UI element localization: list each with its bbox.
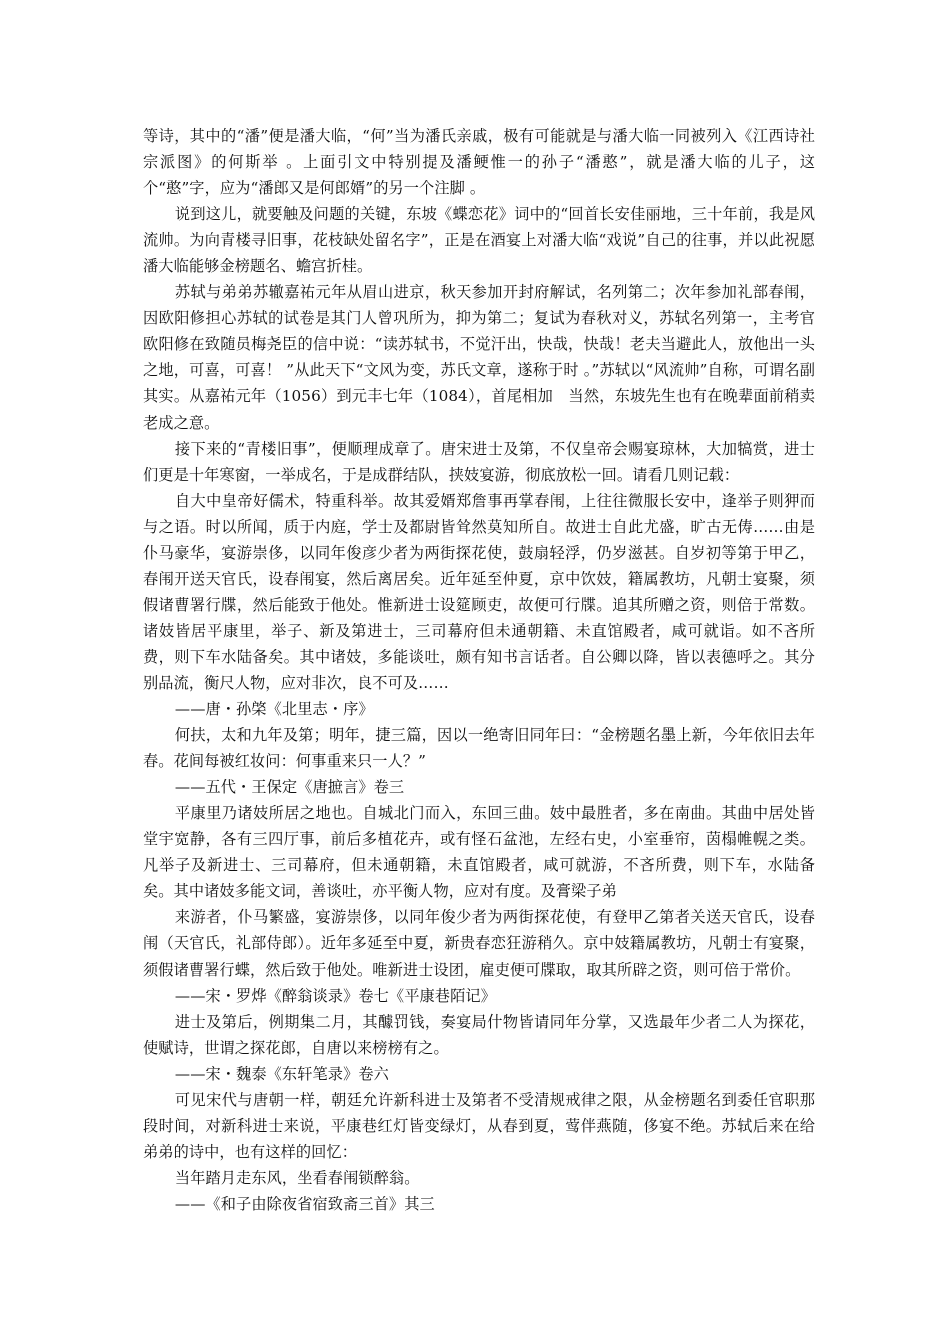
paragraph-2: 说到这儿，就要触及问题的关键，东坡《蝶恋花》词中的“回首长安佳丽地，三十年前，我是风流帅。为向青楼寻旧事，花枝缺处留名字”，正是在酒宴上对潘大临“戏说”自己的往事，并以此祝愿潘大临能够金榜题名、蟾宫折桂。 [143,205,815,276]
quotation-2: 何扶，太和九年及第；明年，捷三篇，因以一绝寄旧同年曰：“金榜题名墨上新，今年依旧去年春。花间每被红妆问：何事重来只一人？” [143,726,815,771]
quotation-1: 自大中皇帝好儒术，特重科举。故其爱婿郑詹事再掌春闱，上往往微服长安中，逢举子则狎而与之语。时以所闻，质于内庭，学士及都尉皆耸然莫知所自。故进士自此尤盛，旷古无俦……由是仆马豪华，宴游崇侈，以同年俊彦少者为两街探花使，鼓扇轻浮，仍岁滋甚。自岁初等第于甲乙，春闱开送天官氏，设春闱宴，然后离居矣。近年延至仲夏，京中饮妓，籍属教坊，凡朝士宴聚，须假诸曹署行牒，然后能致于他处。惟新进士设筵顾吏，故便可行牒。追其所赠之资，则倍于常数。诸妓皆居平康里，举子、新及第进士，三司幕府但未通朝籍、未直馆殿者，咸可就诣。如不吝所费，则下车水陆备矣。其中诸妓，多能谈吐，颇有知书言话者。自公卿以降，皆以表德呼之。其分别品流，衡尺人物，应对非次，良不可及…… [143,491,815,692]
citation-4: ——宋・魏泰《东轩笔录》卷六 [174,1064,389,1083]
citation-3: ——宋・罗烨《醉翁谈录》卷七《平康巷陌记》 [174,986,496,1005]
paragraph-5: 可见宋代与唐朝一样，朝廷允许新科进士及第者不受清规戒律之限，从金榜题名到委任官职那段时间，对新科进士来说，平康巷红灯皆变绿灯，从春到夏，莺伴燕随，侈宴不绝。苏轼后来在给弟弟的诗中，也有这样的回忆： [143,1090,815,1161]
paragraph-1: 等诗，其中的“潘”便是潘大临，“何”当为潘氏亲戚，极有可能就是与潘大临一同被列入《江西诗社宗派图》的何斯举 。上面引文中特别提及潘鲠惟一的孙子“潘憨”，就是潘大临的儿子，这个“憨”字，应为“潘郎又是何郎婿”的另一个注脚 。 [143,127,815,198]
citation-5: ——《和子由除夜省宿致斋三首》其三 [174,1194,435,1213]
citation-2: ——五代・王保定《唐摭言》卷三 [174,778,405,797]
paragraph-4: 接下来的“青楼旧事”，便顺理成章了。唐宋进士及第，不仅皇帝会赐宴琼林，大加犒赏，进士们更是十年寒窗，一举成名，于是成群结队，挟妓宴游，彻底放松一回。请看几则记载： [143,439,815,484]
quotation-3b: 来游者，仆马繁盛，宴游崇侈，以同年俊少者为两街探花使，有登甲乙第者关送天官氏，设春闱（天官氏，礼部侍郎）。近年多延至中夏，新贵春恋狂游稍久。京中妓籍属教坊，凡朝士有宴聚，须假诸曹署行蝶，然后致于他处。唯新进士设团，雇吏便可牒取，取其所辟之资，则可倍于常价。 [143,908,815,979]
poem-line: 当年踏月走东风，坐看春闱锁醉翁。 [174,1168,420,1187]
document-body [143,123,815,1217]
quotation-4: 进士及第后，例期集二月，其醵罚钱，奏宴局什物皆请同年分掌，又选最年少者二人为探花，使赋诗，世谓之探花郎，自唐以来榜榜有之。 [143,1012,815,1057]
paragraph-3: 苏轼与弟弟苏辙嘉祐元年从眉山进京，秋天参加开封府解试，名列第二；次年参加礼部春闱，因欧阳修担心苏轼的试卷是其门人曾巩所为，抑为第二；复试为春秋对义，苏轼名列第一，主考官欧阳修在致随员梅尧臣的信中说：“读苏轼书，不觉汗出，快哉，快哉！老夫当避此人，放他出一头之地，可喜，可喜！ ”从此天下“文风为变，苏氏文章，遂称于时 。”苏轼以“风流帅”自称，可谓名副其实。从嘉祐元年（1056）到元丰七年（1084），首尾相加 当然，东坡先生也有在晚辈面前稍卖老成之意。 [143,283,815,432]
quotation-3a: 平康里乃诸妓所居之地也。自城北门而入，东回三曲。妓中最胜者，多在南曲。其曲中居处皆堂宇宽静，各有三四厅事，前后多植花卉，或有怪石盆池，左经右史，小室垂帘，茵榻帷幌之类。凡举子及新进士、三司幕府，但未通朝籍，未直馆殿者，咸可就游，不吝所费，则下车，水陆备矣。其中诸妓多能文词，善谈吐，亦平衡人物，应对有度。及膏梁子弟 [143,804,815,901]
citation-1: ——唐・孙棨《北里志・序》 [174,700,374,719]
